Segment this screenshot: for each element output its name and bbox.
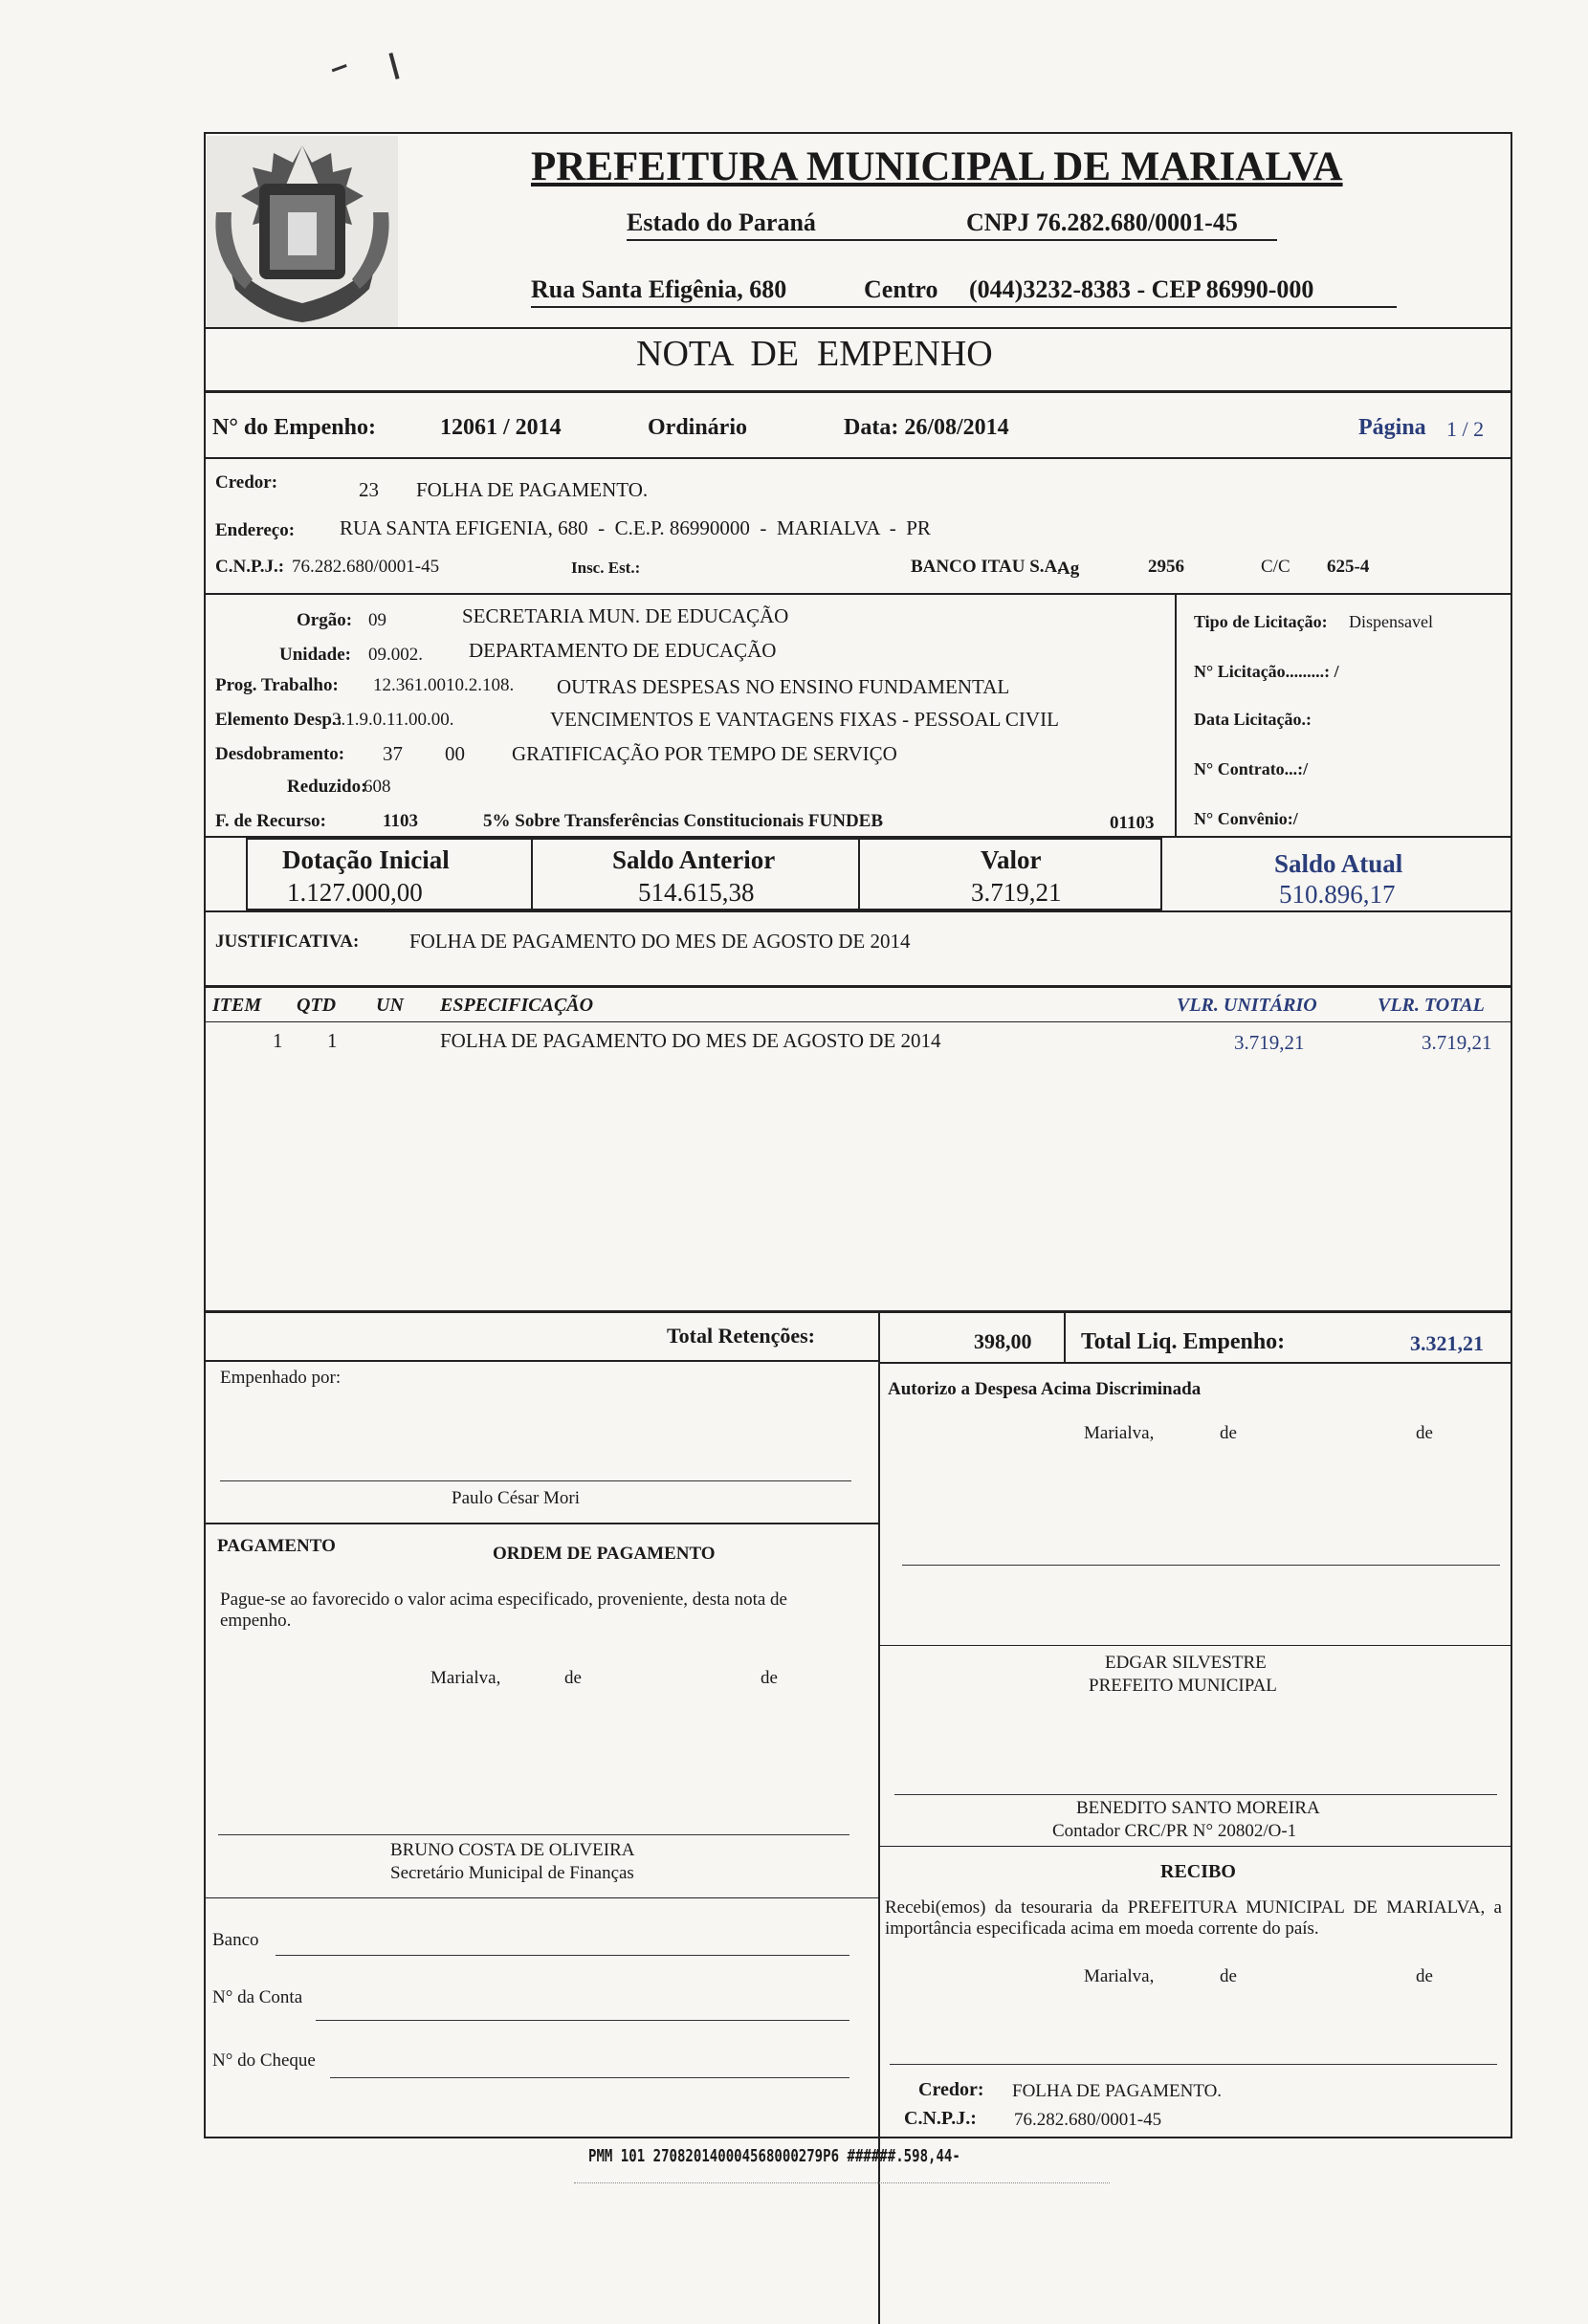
item-number: 1 xyxy=(273,1029,283,1052)
saldo-atual-value: 510.896,17 xyxy=(1279,880,1396,909)
tipo-licitacao-label: Tipo de Licitação: xyxy=(1194,612,1328,631)
secretario-divider xyxy=(204,1897,878,1898)
recurso-code: 1103 xyxy=(383,811,418,831)
tipo-licitacao-value: Dispensavel xyxy=(1349,612,1433,631)
cheque-field-line xyxy=(330,2077,849,2078)
item-qty: 1 xyxy=(327,1029,338,1052)
empenhado-label: Empenhado por: xyxy=(220,1368,342,1388)
conta-field-line xyxy=(316,2020,849,2021)
total-retencoes-value: 398,00 xyxy=(974,1329,1032,1353)
empenho-number: 12061 / 2014 xyxy=(440,415,562,440)
endereco-value: RUA SANTA EFIGENIA, 680 - C.E.P. 86990000 - MARIALVA - PR xyxy=(340,516,931,539)
autorizo-de-2: de xyxy=(1416,1423,1433,1443)
credor-code: 23 xyxy=(359,478,379,501)
secretario-name: BRUNO COSTA DE OLIVEIRA xyxy=(390,1840,635,1860)
prefeito-signature-line xyxy=(902,1565,1500,1566)
desdobramento-label: Desdobramento: xyxy=(215,744,345,764)
cheque-label: N° do Cheque xyxy=(212,2050,316,2071)
recibo-label: RECIBO xyxy=(1160,1861,1236,1882)
phone-cep-label: (044)3232-8383 - CEP 86990-000 xyxy=(969,275,1314,303)
recurso-number: 01103 xyxy=(1110,813,1155,833)
unidade-label: Unidade: xyxy=(279,645,351,665)
unidade-name: DEPARTAMENTO DE EDUCAÇÃO xyxy=(469,639,777,662)
contador-name: BENEDITO SANTO MOREIRA xyxy=(1076,1798,1320,1818)
empenhado-divider xyxy=(204,1523,878,1524)
autorizo-divider xyxy=(878,1645,1512,1646)
recibo-de-1: de xyxy=(1220,1966,1237,1986)
empenho-number-label: N° do Empenho: xyxy=(212,415,376,440)
header-divider xyxy=(204,327,1512,329)
valor-label: Valor xyxy=(981,845,1042,874)
autorizo-label: Autorizo a Despesa Acima Discriminada xyxy=(888,1379,1202,1399)
empenhado-name: Paulo César Mori xyxy=(452,1488,581,1508)
credor-name: FOLHA DE PAGAMENTO. xyxy=(416,478,649,501)
elemento-label: Elemento Desp.: xyxy=(215,710,342,730)
scan-mark xyxy=(388,53,399,79)
street-label: Rua Santa Efigênia, 680 xyxy=(531,275,787,303)
orgao-name: SECRETARIA MUN. DE EDUCAÇÃO xyxy=(462,604,789,627)
items-header-un: UN xyxy=(376,995,404,1016)
items-header-spec: ESPECIFICAÇÃO xyxy=(440,995,594,1016)
account-value: 625-4 xyxy=(1327,557,1370,577)
licitacao-number: N° Licitação.........: / xyxy=(1194,662,1339,681)
credor-divider xyxy=(204,593,1512,595)
empenhado-signature-line xyxy=(220,1480,851,1481)
justificativa-text: FOLHA DE PAGAMENTO DO MES DE AGOSTO DE 2014 xyxy=(409,930,911,953)
recibo-credor-label: Credor: xyxy=(918,2079,984,2100)
agency-label: Ag xyxy=(1057,559,1080,579)
valor-value: 3.719,21 xyxy=(971,878,1062,907)
saldos-bottom xyxy=(204,910,1512,912)
item-unit-value: 3.719,21 xyxy=(1234,1031,1305,1054)
pagamento-de-1: de xyxy=(564,1668,582,1688)
account-label: C/C xyxy=(1261,557,1290,577)
licitacao-divider xyxy=(1175,593,1177,836)
unidade-code: 09.002. xyxy=(368,645,423,665)
desdobramento-sub: 00 xyxy=(445,742,465,765)
items-bottom xyxy=(204,1310,1512,1313)
secretario-signature-line xyxy=(218,1834,849,1835)
autorizo-place: Marialva, xyxy=(1084,1423,1155,1443)
orgao-label: Orgão: xyxy=(297,610,353,630)
reduzido-label: Reduzido: xyxy=(287,777,367,797)
recibo-place: Marialva, xyxy=(1084,1966,1155,1986)
items-header-divider xyxy=(204,1021,1512,1022)
secretario-title: Secretário Municipal de Finanças xyxy=(390,1863,634,1883)
cnpj-label: C.N.P.J.: xyxy=(215,557,285,577)
saldo-atual-label: Saldo Atual xyxy=(1274,849,1403,878)
contrato-number: N° Contrato...:/ xyxy=(1194,759,1309,778)
conta-label: N° da Conta xyxy=(212,1987,303,2007)
insc-label: Insc. Est.: xyxy=(571,559,641,577)
footer-code: PMM 101 270820140004568000279P6 ######.598,44- xyxy=(588,2146,960,2166)
recibo-cnpj-label: C.N.P.J.: xyxy=(904,2108,977,2129)
endereco-label: Endereço: xyxy=(215,520,296,540)
recurso-label: F. de Recurso: xyxy=(215,811,326,831)
items-header-unit: VLR. UNITÁRIO xyxy=(1177,995,1317,1016)
pagamento-label: PAGAMENTO xyxy=(217,1536,336,1556)
items-header-total: VLR. TOTAL xyxy=(1378,995,1485,1016)
dotacao-inicial-value: 1.127.000,00 xyxy=(287,878,423,907)
agency-value: 2956 xyxy=(1148,557,1184,577)
state-label: Estado do Paraná xyxy=(627,208,816,236)
totals-bottom-left xyxy=(204,1360,878,1362)
saldo-anterior-value: 514.615,38 xyxy=(638,878,755,907)
saldos-divider-2 xyxy=(858,838,860,910)
recibo-text: Recebi(emos) da tesouraria da PREFEITURA MUNICIPAL DE MARIALVA, a importância especificada acima em moeda corrente do país. xyxy=(885,1897,1502,1939)
title-divider xyxy=(204,390,1512,393)
contador-signature-line xyxy=(894,1794,1497,1795)
justificativa-divider xyxy=(204,985,1512,988)
district-label: Centro xyxy=(864,275,938,303)
page-label: Página xyxy=(1358,415,1426,440)
cnpj-value: 76.282.680/0001-45 xyxy=(292,557,440,577)
banco-label: Banco xyxy=(212,1930,259,1950)
scan-noise xyxy=(574,2182,1110,2183)
contador-divider xyxy=(878,1846,1512,1847)
total-liq-label: Total Liq. Empenho: xyxy=(1081,1329,1286,1354)
item-total-value: 3.719,21 xyxy=(1422,1031,1492,1054)
contador-title: Contador CRC/PR N° 20802/O-1 xyxy=(1052,1821,1297,1841)
page-number: 1 / 2 xyxy=(1446,417,1485,441)
elemento-code: 3.1.9.0.11.00.00. xyxy=(332,710,454,730)
state-underline xyxy=(627,239,1277,241)
recibo-signature-line xyxy=(890,2064,1497,2065)
total-liq-value: 3.321,21 xyxy=(1410,1331,1484,1355)
prog-code: 12.361.0010.2.108. xyxy=(373,675,515,695)
recibo-de-2: de xyxy=(1416,1966,1433,1986)
item-spec: FOLHA DE PAGAMENTO DO MES DE AGOSTO DE 2014 xyxy=(440,1029,941,1052)
justificativa-label: JUSTIFICATIVA: xyxy=(215,932,360,952)
pagamento-de-2: de xyxy=(761,1668,778,1688)
recibo-credor-name: FOLHA DE PAGAMENTO. xyxy=(1012,2081,1223,2101)
ordem-pagamento-label: ORDEM DE PAGAMENTO xyxy=(493,1544,716,1564)
saldo-anterior-label: Saldo Anterior xyxy=(612,845,776,874)
elemento-name: VENCIMENTOS E VANTAGENS FIXAS - PESSOAL CIVIL xyxy=(550,708,1059,731)
scan-mark xyxy=(328,55,346,73)
address-underline xyxy=(531,306,1397,308)
recibo-cnpj-value: 76.282.680/0001-45 xyxy=(1014,2110,1162,2130)
empenho-date: Data: 26/08/2014 xyxy=(844,415,1009,440)
convenio-number: N° Convênio:/ xyxy=(1194,809,1298,828)
autorizo-de-1: de xyxy=(1220,1423,1237,1443)
total-retencoes-label: Total Retenções: xyxy=(667,1324,815,1348)
desdobramento-name: GRATIFICAÇÃO POR TEMPO DE SERVIÇO xyxy=(512,742,897,765)
totals-divider-2 xyxy=(1064,1312,1066,1362)
desdobramento-code: 37 xyxy=(383,742,403,765)
bank-name: BANCO ITAU S.A. xyxy=(911,557,1063,577)
prefeito-name: EDGAR SILVESTRE xyxy=(1105,1653,1267,1673)
document-title: NOTA DE EMPENHO xyxy=(636,334,993,374)
licitacao-date: Data Licitação.: xyxy=(1194,710,1312,729)
saldos-divider-1 xyxy=(531,838,533,910)
coat-of-arms-icon xyxy=(207,136,398,327)
recurso-name: 5% Sobre Transferências Constitucionais FUNDEB xyxy=(483,811,884,831)
totals-divider-1 xyxy=(878,1310,880,2324)
dotacao-inicial-label: Dotação Inicial xyxy=(282,845,450,874)
prefeito-title: PREFEITO MUNICIPAL xyxy=(1089,1676,1277,1696)
city-hall-title: PREFEITURA MUNICIPAL DE MARIALVA xyxy=(531,144,1343,189)
items-header-qtd: QTD xyxy=(297,995,337,1016)
banco-field-line xyxy=(276,1955,849,1956)
totals-bottom-right xyxy=(878,1362,1512,1364)
pagamento-place: Marialva, xyxy=(430,1668,501,1688)
prog-name: OUTRAS DESPESAS NO ENSINO FUNDAMENTAL xyxy=(557,675,1010,698)
items-header-item: ITEM xyxy=(212,995,262,1016)
cnpj-header: CNPJ 76.282.680/0001-45 xyxy=(966,208,1238,236)
empenho-divider xyxy=(204,457,1512,459)
orgao-code: 09 xyxy=(368,610,386,630)
empenho-type: Ordinário xyxy=(648,415,748,440)
pague-text: Pague-se ao favorecido o valor acima especificado, proveniente, desta nota de empenho. xyxy=(220,1590,787,1631)
reduzido-value: 608 xyxy=(364,777,391,797)
credor-label: Credor: xyxy=(215,472,278,493)
prog-label: Prog. Trabalho: xyxy=(215,675,339,695)
